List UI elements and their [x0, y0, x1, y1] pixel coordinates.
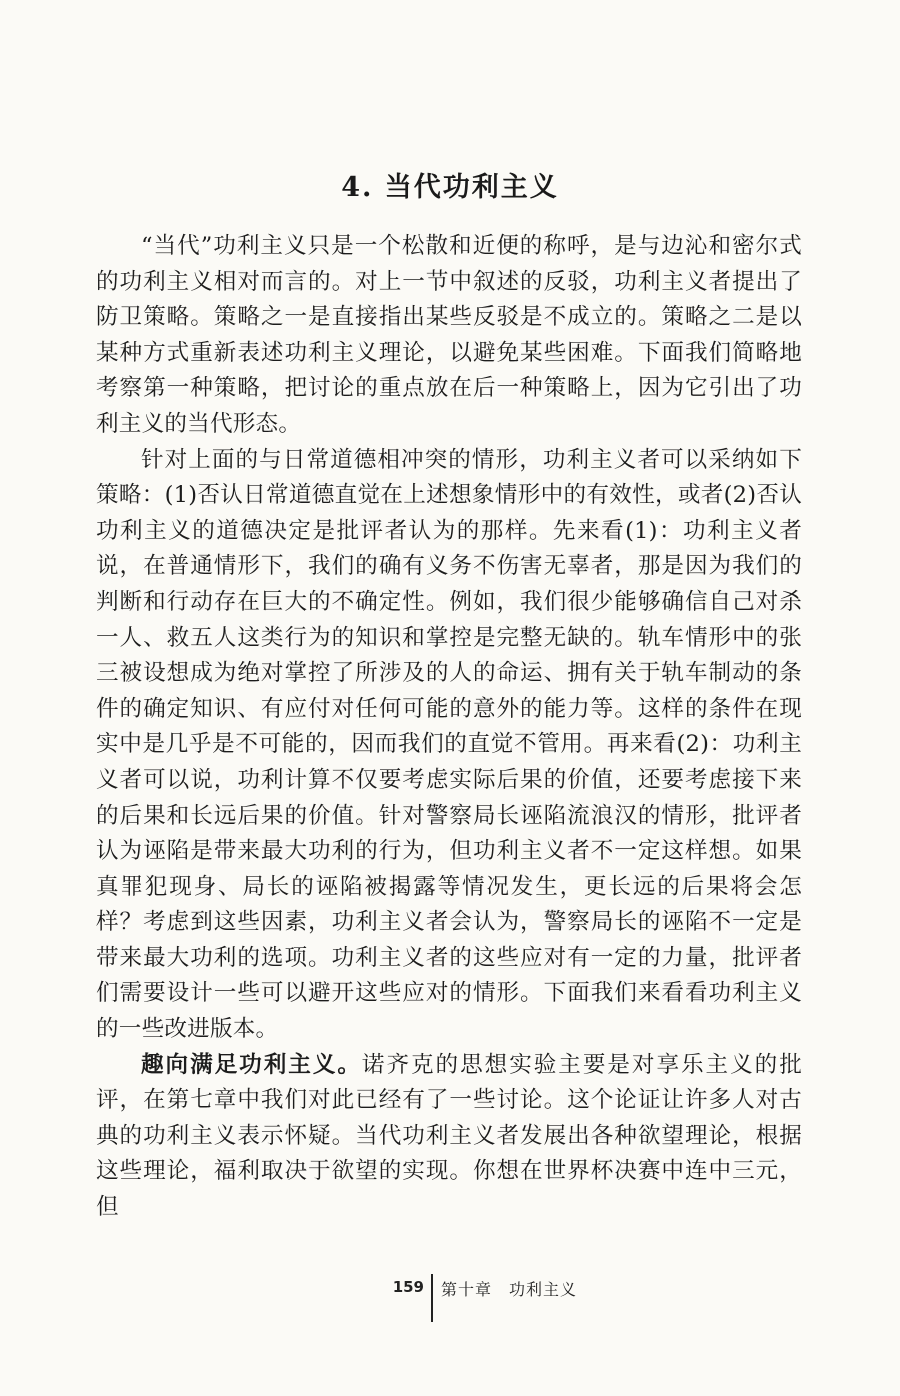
- page-footer: [0, 1274, 900, 1324]
- paragraph-text: 诺齐克的思想实验主要是对享乐主义的批评，在第七章中我们对此已经有了一些讨论。这个论证让许多人对古典的功利主义表示怀疑。当代功利主义者发展出各种欲望理论，根据这些理论，福利取决于欲望的实现。你想在世界杯决赛中连中三元，但: [96, 1051, 802, 1221]
- page-number: 159: [392, 1278, 424, 1296]
- paragraph-lead: 趣向满足功利主义。: [141, 1051, 362, 1078]
- footer-divider: [431, 1274, 433, 1322]
- paragraph: [96, 443, 802, 1048]
- paragraph-text: 针对上面的与日常道德相冲突的情形，功利主义者可以采纳如下策略：(1)否认日常道德直觉在上述想象情形中的有效性，或者(2)否认功利主义的道德决定是批评者认为的那样。先来看(1)：功利主义者说，在普通情形下，我们的确有义务不伤害无辜者，那是因为我们的判断和行动存在巨大的不确定性。例如，我们很少能够确信自己对杀一人、救五人这类行为的知识和掌控是完整无缺的。轨车情形中的张三被设想成为绝对掌控了所涉及的人的命运、拥有关于轨车制动的条件的确定知识、有应付对任何可能的意外的能力等。这样的条件在现实中是几乎是不可能的，因而我们的直觉不管用。再来看(2)：功利主义者可以说，功利计算不仅要考虑实际后果的价值，还要考虑接下来的后果和长远后果的价值。针对警察局长诬陷流浪汉的情形，批评者认为诬陷是带来最大功利的行为，但功利主义者不一定这样想。如果真罪犯现身、局长的诬陷被揭露等情况发生，更长远的后果将会怎样？考虑到这些因素，功利主义者会认为，警察局长的诬陷不一定是带来最大功利的选项。功利主义者的这些应对有一定的力量，批评者们需要设计一些可以避开这些应对的情形。下面我们来看看功利主义的一些改进版本。: [96, 446, 802, 1043]
- section-title: 4. 当代功利主义: [341, 172, 559, 204]
- body-text: [96, 229, 802, 1226]
- paragraph: [96, 229, 802, 443]
- paragraph: [96, 1048, 802, 1226]
- paragraph-text: “当代”功利主义只是一个松散和近便的称呼，是与边沁和密尔式的功利主义相对而言的。对上一节中叙述的反驳，功利主义者提出了防卫策略。策略之一是直接指出某些反驳是不成立的。策略之二是以某种方式重新表述功利主义理论，以避免某些困难。下面我们简略地考察第一种策略，把讨论的重点放在后一种策略上，因为它引出了功利主义的当代形态。: [96, 233, 802, 437]
- running-header: 第十章 功利主义: [441, 1280, 578, 1299]
